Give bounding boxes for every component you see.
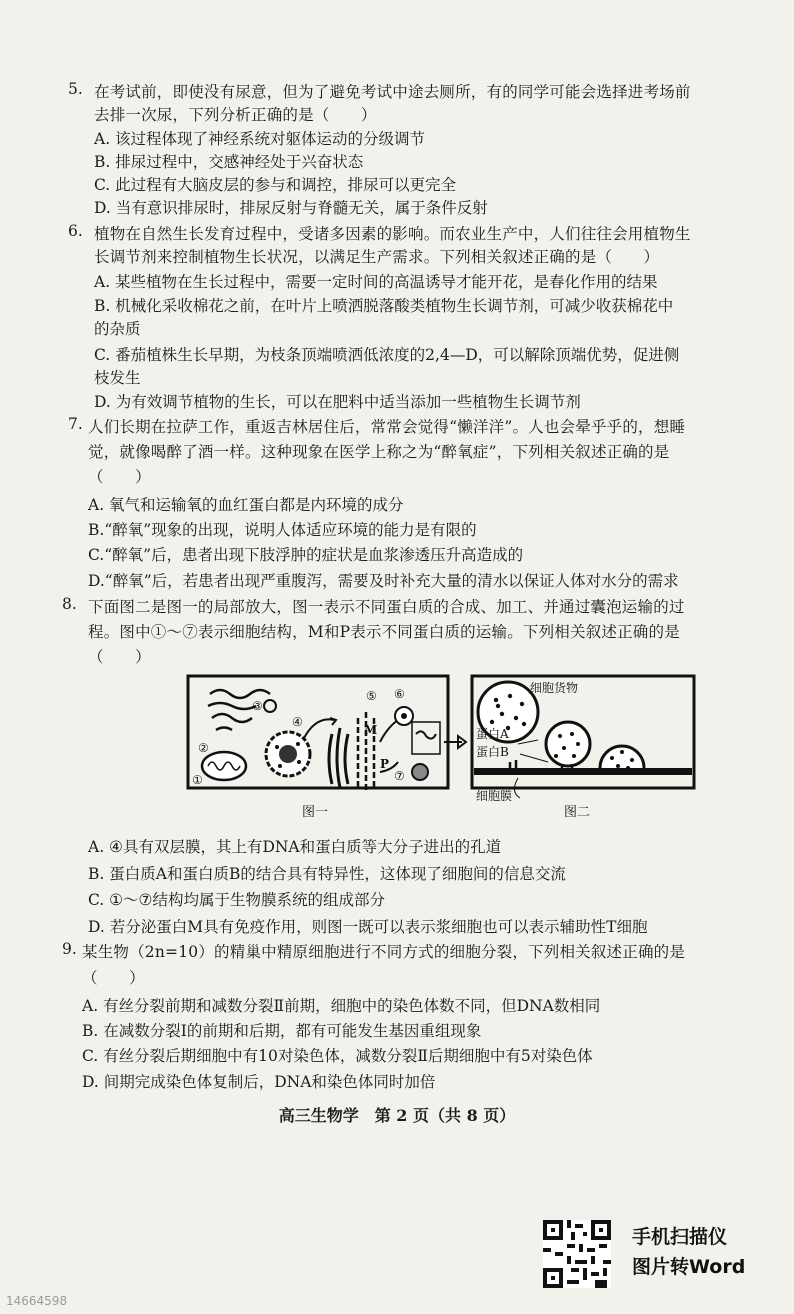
question-stem-line: 某生物（2n=10）的精巢中精原细胞进行不同方式的细胞分裂，下列相关叙述正确的是	[82, 943, 686, 961]
question-stem-line: 觉，就像喝醉了酒一样。这种现象在医学上称之为“醉氧症”，下列相关叙述正确的是	[88, 443, 670, 461]
cargo-label: 细胞货物	[530, 681, 579, 695]
option-d: D. 若分泌蛋白M具有免疫作用，则图一既可以表示浆细胞也可以表示辅助性T细胞	[88, 918, 648, 936]
option-a: A. 该过程体现了神经系统对躯体运动的分级调节	[94, 130, 426, 148]
transport-arrow	[304, 719, 334, 738]
question-number: 6.	[68, 222, 83, 240]
inset-box	[412, 722, 440, 754]
fig1-label: ③	[252, 699, 263, 713]
question-stem-line: （ ）	[88, 468, 151, 486]
figure2-caption: 图二	[564, 805, 591, 820]
question-stem-line: （ ）	[82, 969, 145, 987]
option-a: A. ④具有双层膜，其上有DNA和蛋白质等大分子进出的孔道	[88, 838, 502, 856]
question-stem-line: 程。图中①～⑦表示细胞结构，M和P表示不同蛋白质的运输。下列相关叙述正确的是	[88, 623, 680, 641]
question-stem-line: （ ）	[88, 648, 151, 666]
option-b: B. 蛋白质A和蛋白质B的结合具有特异性，这体现了细胞间的信息交流	[88, 865, 566, 883]
question-number: 8.	[62, 595, 77, 613]
watermark-line2: 图片转Word	[632, 1256, 746, 1278]
fig1-label: ②	[198, 741, 209, 755]
option-a: A. 有丝分裂前期和减数分裂Ⅱ前期，细胞中的染色体数不同，但DNA数相同	[82, 997, 601, 1015]
question-number: 9.	[62, 940, 77, 958]
option-c: C. 此过程有大脑皮层的参与和调控，排尿可以更完全	[94, 176, 457, 194]
fusing-vesicle	[600, 746, 644, 768]
option-d: D.“醉氧”后，若患者出现严重腹泻，需要及时补充大量的清水以保证人体对水分的需求	[88, 572, 679, 590]
question-number: 5.	[68, 80, 83, 98]
watermark-line1: 手机扫描仪	[632, 1226, 728, 1248]
fig1-label: P	[380, 757, 390, 771]
fig1-label: ⑦	[394, 769, 405, 783]
option-d: D. 当有意识排尿时，排尿反射与脊髓无关，属于条件反射	[94, 199, 488, 217]
question-stem-line: 下面图二是图一的局部放大，图一表示不同蛋白质的合成、加工、并通过囊泡运输的过	[88, 598, 685, 616]
golgi-apparatus	[329, 728, 348, 788]
docking-vesicle	[546, 722, 590, 766]
question-number: 7.	[68, 415, 83, 433]
question-stem-line: 人们长期在拉萨工作，重返吉林居住后，常常会觉得“懒洋洋”。人也会晕乎乎的，想睡	[88, 418, 686, 436]
option-c: C. 番茄植株生长早期，为枝条顶端喷洒低浓度的2,4—D，可以解除顶端优势，促进侧	[94, 346, 680, 364]
cell-diagram-svg	[180, 672, 770, 822]
option-a: A. 某些植物在生长过程中，需要一定时间的高温诱导才能开花，是春化作用的结果	[94, 273, 658, 291]
option-c-cont: 枝发生	[94, 369, 141, 387]
option-c: C. ①～⑦结构均属于生物膜系统的组成部分	[88, 891, 385, 909]
figure1-caption: 图一	[302, 805, 329, 820]
vesicle	[264, 700, 276, 712]
question-stem-line: 植物在自然生长发育过程中，受诸多因素的影响。而农业生产中，人们往往会用植物生	[94, 225, 691, 243]
nucleolus	[279, 745, 297, 763]
option-a: A. 氧气和运输氧的血红蛋白都是内环境的成分	[88, 496, 404, 514]
option-b: B.“醉氧”现象的出现，说明人体适应环境的能力是有限的	[88, 521, 477, 539]
protein-b-label: 蛋白B	[476, 745, 509, 759]
option-b: B. 机械化采收棉花之前，在叶片上喷洒脱落酸类植物生长调节剂，可减少收获棉花中	[94, 297, 674, 315]
fig1-label: M	[364, 723, 378, 737]
question-stem-line: 去排一次尿，下列分析正确的是（ ）	[94, 106, 377, 124]
fig1-label: ⑥	[394, 687, 405, 701]
lysosome	[412, 764, 428, 780]
scan-id: 14664598	[6, 1294, 68, 1308]
question-stem-line: 在考试前，即使没有尿意，但为了避免考试中途去厕所，有的同学可能会选择进考场前	[94, 83, 691, 101]
protein-a-label: 蛋白A	[476, 727, 509, 741]
option-b-cont: 的杂质	[94, 320, 141, 338]
fig1-label: ①	[192, 773, 203, 787]
option-d: D. 间期完成染色体复制后，DNA和染色体同时加倍	[82, 1073, 436, 1091]
fig1-label: ④	[292, 715, 303, 729]
cell-membrane	[474, 768, 692, 775]
qr-code-icon	[543, 1220, 611, 1288]
option-d: D. 为有效调节植物的生长，可以在肥料中适当添加一些植物生长调节剂	[94, 393, 581, 411]
option-b: B. 排尿过程中，交感神经处于兴奋状态	[94, 153, 364, 171]
option-c: C.“醉氧”后，患者出现下肢浮肿的症状是血浆渗透压升高造成的	[88, 546, 524, 564]
scanner-watermark	[632, 1222, 745, 1282]
option-b: B. 在减数分裂Ⅰ的前期和后期，都有可能发生基因重组现象	[82, 1022, 482, 1040]
page-footer: 高三生物学 第 2 页（共 8 页）	[278, 1106, 516, 1125]
option-c: C. 有丝分裂后期细胞中有10对染色体，减数分裂Ⅱ后期细胞中有5对染色体	[82, 1047, 593, 1065]
fig1-label: ⑤	[366, 689, 377, 703]
membrane-label: 细胞膜	[476, 789, 513, 803]
cell-diagram-figure	[180, 672, 770, 822]
question-stem-line: 长调节剂来控制植物生长状况，以满足生产需求。下列相关叙述正确的是（ ）	[94, 248, 660, 266]
